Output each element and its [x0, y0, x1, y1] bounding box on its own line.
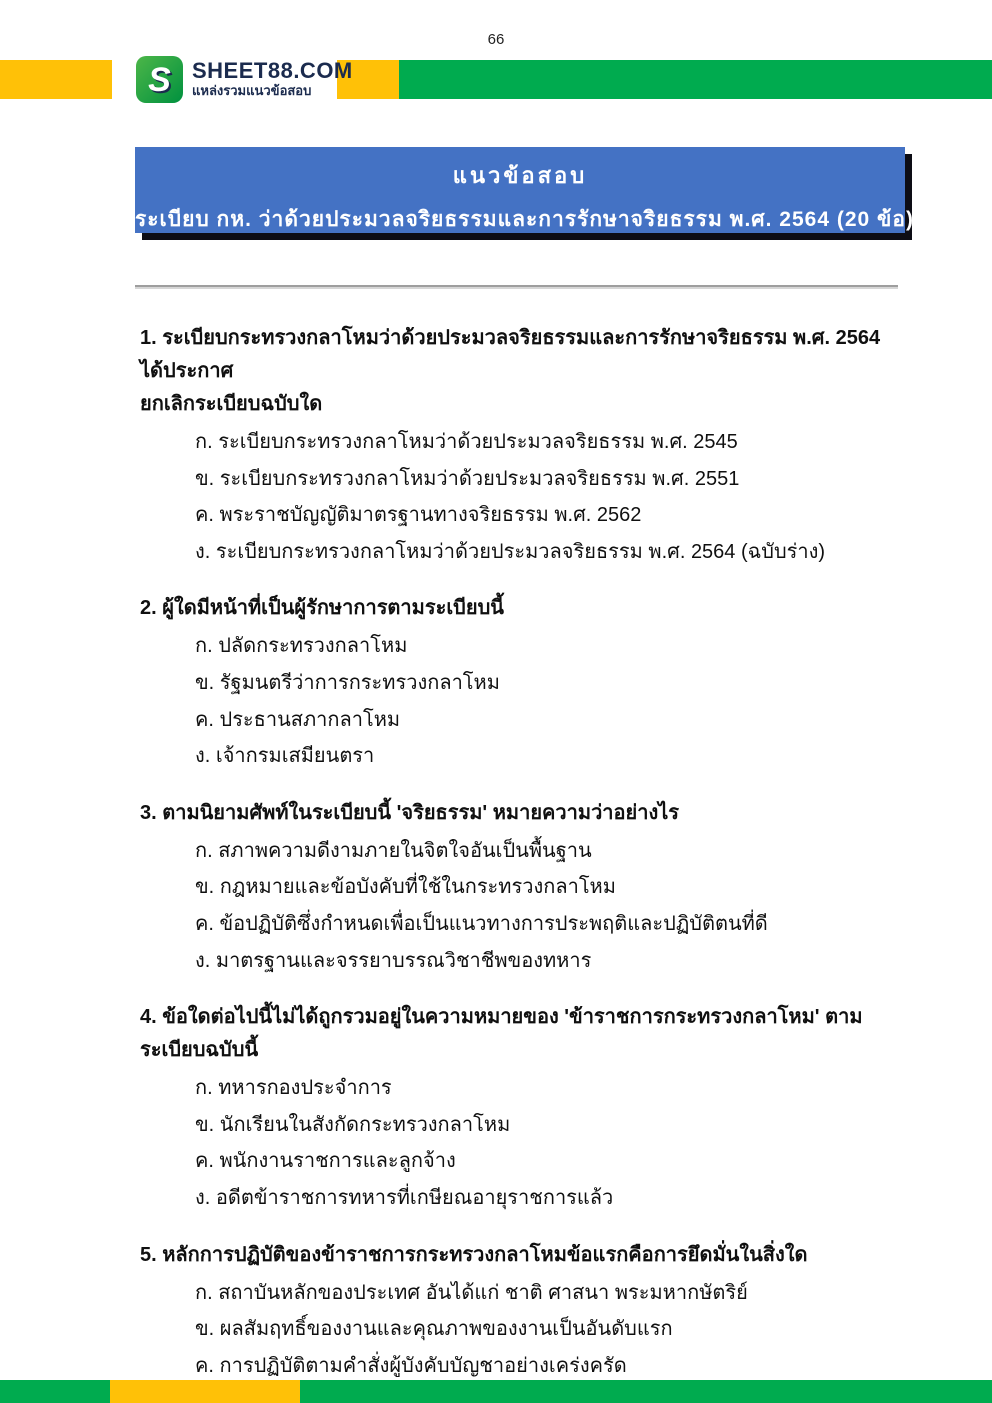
choice: ง. ระเบียบกระทรวงกลาโหมว่าด้วยประมวลจริยธรรม พ.ศ. 2564 (ฉบับร่าง) — [195, 540, 826, 563]
question-5 — [140, 1239, 908, 1403]
choice: ก. สภาพความดีงามภายในจิตใจอันเป็นพื้นฐาน — [195, 839, 592, 862]
question-4 — [140, 1001, 908, 1213]
choice: ก. ระเบียบกระทรวงกลาโหมว่าด้วยประมวลจริยธรรม พ.ศ. 2545 — [195, 431, 738, 453]
question-2 — [140, 592, 908, 771]
choice: ค. การปฏิบัติตามคำสั่งผู้บังคับบัญชาอย่างเคร่งครัด — [195, 1354, 627, 1377]
brand-name: SHEET88.COM — [192, 57, 353, 83]
question-list — [140, 322, 908, 1403]
choice: ข. นักเรียนในสังกัดกระทรวงกลาโหม — [195, 1113, 511, 1136]
exam-title-banner — [135, 147, 914, 233]
question-5-title: 5. หลักการปฏิบัติของข้าราชการกระทรวงกลาโหมข้อแรกคือการยึดมั่นในสิ่งใด — [140, 1243, 808, 1266]
logo-letter: S — [148, 60, 171, 99]
divider-rule — [135, 285, 898, 289]
choice: ค. ประธานสภากลาโหม — [195, 708, 401, 731]
choice: ค. ข้อปฏิบัติซึ่งกำหนดเพื่อเป็นแนวทางการประพฤติและปฏิบัติตนที่ดี — [195, 912, 768, 935]
choice: ง. มาตรฐานและจรรยาบรรณวิชาชีพของทหาร — [195, 949, 592, 972]
question-1 — [140, 322, 908, 567]
choice: ข. กฎหมายและข้อบังคับที่ใช้ในกระทรวงกลาโหม — [195, 876, 616, 899]
choice: ค. พนักงานราชการและลูกจ้าง — [195, 1150, 456, 1173]
choice: ง. เจ้ากรมเสมียนตรา — [195, 745, 375, 768]
banner-subtitle: ระเบียบ กห. ว่าด้วยประมวลจริยธรรมและการรักษาจริยธรรม พ.ศ. 2564 (20 ข้อ) — [135, 208, 914, 231]
banner-title: แนวข้อสอบ — [452, 163, 588, 188]
choice: ค. พระราชบัญญัติมาตรฐานทางจริยธรรม พ.ศ. 2562 — [195, 504, 642, 527]
header-band-yellow-left — [0, 60, 112, 99]
choice: ก. สถาบันหลักของประเทศ อันได้แก่ ชาติ ศาสนา พระมหากษัตริย์ — [195, 1281, 748, 1304]
question-3-title: 3. ตามนิยามศัพท์ในระเบียบนี้ 'จริยธรรม' หมายความว่าอย่างไร — [140, 801, 680, 824]
footer-band-green-left — [0, 1380, 110, 1403]
choice: ข. ระเบียบกระทรวงกลาโหมว่าด้วยประมวลจริยธรรม พ.ศ. 2551 — [195, 467, 740, 490]
sheet88-logo-icon — [136, 56, 183, 103]
question-4-choices — [140, 1074, 908, 1213]
choice: ก. ปลัดกระทรวงกลาโหม — [195, 635, 408, 658]
footer-band-green-right — [300, 1380, 992, 1403]
brand-tagline: แหล่งรวมแนวข้อสอบ — [192, 83, 312, 99]
brand-logo — [136, 56, 353, 103]
choice: ข. ผลสัมฤทธิ์ของงานและคุณภาพของงานเป็นอันดับแรก — [195, 1318, 673, 1341]
question-2-choices — [140, 632, 908, 771]
question-3-choices — [140, 837, 908, 976]
question-1-choices — [140, 428, 908, 567]
page-number: 66 — [487, 31, 505, 48]
footer-band-yellow — [110, 1380, 300, 1403]
choice: ข. รัฐมนตรีว่าการกระทรวงกลาโหม — [195, 671, 500, 694]
header-band-green-right — [399, 60, 992, 99]
choice: ก. ทหารกองประจำการ — [195, 1077, 392, 1100]
question-1-title-line1: 1. ระเบียบกระทรวงกลาโหมว่าด้วยประมวลจริยธรรมและการรักษาจริยธรรม พ.ศ. 2564 ได้ประกาศ — [140, 327, 881, 382]
question-1-title — [140, 322, 908, 421]
logo-text — [192, 59, 353, 100]
question-2-title: 2. ผู้ใดมีหน้าที่เป็นผู้รักษาการตามระเบียบนี้ — [140, 597, 504, 620]
question-3 — [140, 797, 908, 976]
question-4-title: 4. ข้อใดต่อไปนี้ไม่ได้ถูกรวมอยู่ในความหมายของ 'ข้าราชการกระทรวงกลาโหม' ตามระเบียบฉบับนี้ — [140, 1006, 863, 1062]
question-1-title-line2: ยกเลิกระเบียบฉบับใด — [140, 393, 323, 415]
choice: ง. อดีตข้าราชการทหารที่เกษียณอายุราชการแล้ว — [195, 1186, 614, 1209]
